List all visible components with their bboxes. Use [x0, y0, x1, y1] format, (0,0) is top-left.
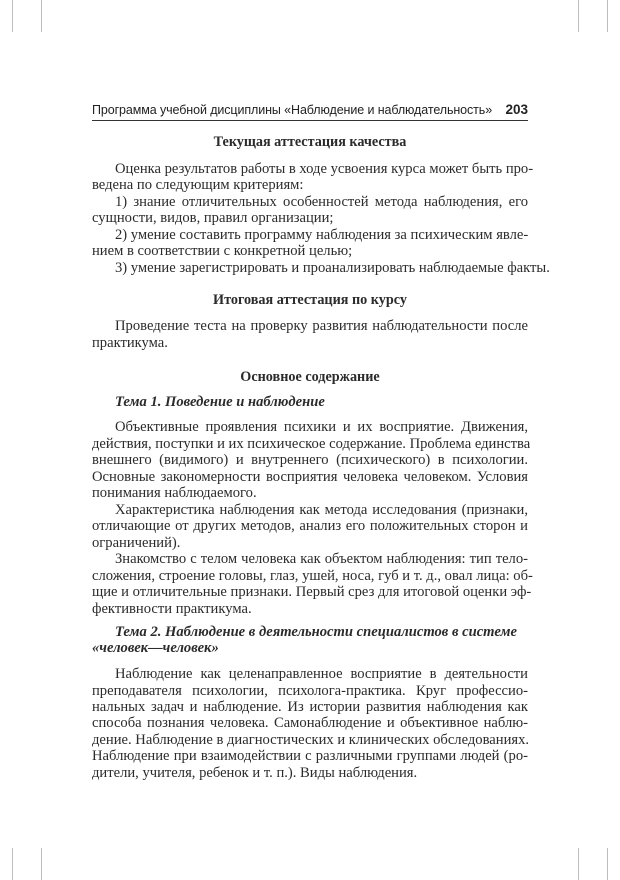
paragraph-line: сложения, строение головы, глаз, ушей, носа, губ и т. д., овал лица: об- — [92, 568, 533, 584]
crop-mark — [578, 848, 579, 880]
paragraph-line: Наблюдение как целенаправленное восприятие в деятельности — [115, 666, 528, 682]
paragraph-line: 2) умение составить программу наблюдения за психическим явле- — [115, 227, 529, 243]
crop-mark — [41, 0, 42, 32]
paragraph-line: щие и отличительные признаки. Первый срез для итоговой оценки эф- — [92, 584, 532, 600]
topic-heading: Тема 1. Поведение и наблюдение — [115, 394, 325, 410]
paragraph-line: дители, учителя, ребенок и т. п.). Виды наблюдения. — [92, 765, 418, 781]
paragraph-line: понимания наблюдаемого. — [92, 485, 257, 501]
paragraph-line: ограничений). — [92, 535, 181, 551]
paragraph-line: способа познания человека. Самонаблюдение и объективное наблю- — [92, 715, 528, 731]
paragraph-line: ведена по следующим критериям: — [92, 177, 304, 193]
paragraph-line: Характеристика наблюдения как метода исследования (признаки, — [115, 502, 528, 518]
paragraph-line: сущности, видов, правил организации; — [92, 210, 334, 226]
paragraph-line: Объективные проявления психики и их восприятие. Движения, — [115, 419, 528, 435]
section-heading: Основное содержание — [240, 369, 380, 385]
paragraph-line: практикума. — [92, 335, 168, 351]
crop-mark — [41, 848, 42, 880]
crop-mark — [607, 0, 608, 32]
paragraph-line: нием в соответствии с конкретной целью; — [92, 243, 353, 259]
paragraph-line: Проведение теста на проверку развития наблюдательности после — [115, 318, 528, 334]
paragraph-line: преподавателя психологии, психолога-практика. Круг профессио- — [92, 683, 528, 699]
paragraph-line: Оценка результатов работы в ходе усвоения курса может быть про- — [115, 161, 534, 177]
crop-mark — [12, 848, 13, 880]
crop-mark — [607, 848, 608, 880]
running-title: Программа учебной дисциплины «Наблюдение и наблюдательность» — [92, 103, 493, 117]
paragraph-line: действия, поступки и их психическое содержание. Проблема единства — [92, 436, 531, 452]
paragraph-line: 1) знание отличительных особенностей метода наблюдения, его — [115, 194, 528, 210]
paragraph-line: дение. Наблюдение в диагностических и клинических обследованиях. — [92, 732, 530, 748]
paragraph-line: внешнего (видимого) и внутреннего (психического) в психологии. — [92, 452, 528, 468]
running-header — [92, 102, 528, 121]
paragraph-line: отличающие от других методов, анализ его положительных сторон и — [92, 518, 528, 534]
paragraph-line: Наблюдение при взаимодействии с различными группами людей (ро- — [92, 748, 528, 764]
paragraph-line: Знакомство с телом человека как объектом наблюдения: тип тело- — [115, 551, 528, 567]
page-number: 203 — [505, 102, 528, 117]
topic-heading: Тема 2. Наблюдение в деятельности специалистов в системе — [115, 624, 517, 640]
topic-heading: «человек—человек» — [92, 640, 219, 656]
crop-mark — [578, 0, 579, 32]
section-heading: Итоговая аттестация по курсу — [213, 292, 407, 308]
crop-mark — [12, 0, 13, 32]
paragraph-line: 3) умение зарегистрировать и проанализировать наблюдаемые факты. — [115, 260, 550, 276]
section-heading: Текущая аттестация качества — [213, 134, 407, 150]
paragraph-line: фективности практикума. — [92, 601, 252, 617]
paragraph-line: нальных задач и наблюдение. Из истории развития наблюдения как — [92, 699, 528, 715]
paragraph-line: Основные закономерности восприятия человека человеком. Условия — [92, 469, 528, 485]
